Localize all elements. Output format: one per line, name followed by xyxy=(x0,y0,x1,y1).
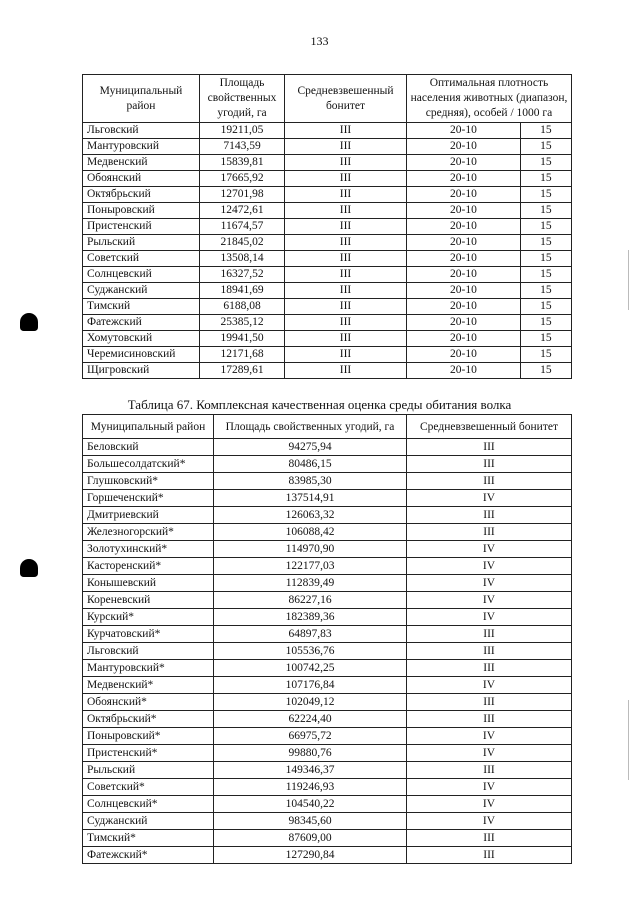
table-row xyxy=(83,251,572,267)
table-cell: Поныровский* xyxy=(83,728,214,745)
table-cell: 15 xyxy=(520,315,571,331)
table-cell: Медвенский* xyxy=(83,677,214,694)
table-header-row xyxy=(83,415,572,439)
table-cell: Поныровский xyxy=(83,203,200,219)
table-row xyxy=(83,745,572,762)
table-cell: 15 xyxy=(520,283,571,299)
table-cell: 15 xyxy=(520,347,571,363)
table-cell: Рыльский xyxy=(83,762,214,779)
table-cell: 6188,08 xyxy=(200,299,285,315)
table-cell: 15 xyxy=(520,363,571,379)
table-row xyxy=(83,235,572,251)
table-cell: 149346,37 xyxy=(214,762,407,779)
table-row xyxy=(83,187,572,203)
table-cell: 20-10 xyxy=(407,219,521,235)
table-row xyxy=(83,203,572,219)
table-cell: 11674,57 xyxy=(200,219,285,235)
table-cell: Фатежский* xyxy=(83,847,214,864)
table-cell: III xyxy=(407,626,572,643)
table-cell: 20-10 xyxy=(407,251,521,267)
table-row xyxy=(83,660,572,677)
table-cell: Курчатовский* xyxy=(83,626,214,643)
table-cell: 20-10 xyxy=(407,315,521,331)
table-row xyxy=(83,626,572,643)
table-cell: Льговский xyxy=(83,123,200,139)
table-cell: III xyxy=(407,456,572,473)
table-cell: 19211,05 xyxy=(200,123,285,139)
table-cell: 17665,92 xyxy=(200,171,285,187)
table-cell: 87609,00 xyxy=(214,830,407,847)
table-cell: IV xyxy=(407,677,572,694)
table-cell: 15 xyxy=(520,331,571,347)
table-cell: III xyxy=(407,694,572,711)
table-row xyxy=(83,524,572,541)
table-cell: Октябрьский* xyxy=(83,711,214,728)
table-cell: III xyxy=(407,830,572,847)
table-cell: III xyxy=(285,347,407,363)
table-cell: 20-10 xyxy=(407,171,521,187)
table-cell: 20-10 xyxy=(407,203,521,219)
table-cell: 119246,93 xyxy=(214,779,407,796)
table-row xyxy=(83,123,572,139)
table-row xyxy=(83,830,572,847)
table-cell: III xyxy=(285,123,407,139)
table-cell: 20-10 xyxy=(407,331,521,347)
table-cell: 106088,42 xyxy=(214,524,407,541)
table-cell: 98345,60 xyxy=(214,813,407,830)
hole-punch-mark xyxy=(20,313,38,331)
table-row xyxy=(83,331,572,347)
table-cell: 15 xyxy=(520,187,571,203)
table-cell: 137514,91 xyxy=(214,490,407,507)
table-cell: IV xyxy=(407,796,572,813)
table-cell: Суджанский xyxy=(83,813,214,830)
table-cell: 21845,02 xyxy=(200,235,285,251)
table-row xyxy=(83,347,572,363)
wolf-habitat-table xyxy=(82,414,572,864)
table-cell: III xyxy=(407,439,572,456)
table-row xyxy=(83,575,572,592)
table-cell: Золотухинский* xyxy=(83,541,214,558)
table-row xyxy=(83,363,572,379)
table-cell: 122177,03 xyxy=(214,558,407,575)
header-bonitet: Средневзвешенный бонитет xyxy=(407,415,572,439)
table-cell: Советский xyxy=(83,251,200,267)
table-cell: 15 xyxy=(520,219,571,235)
table-cell: 62224,40 xyxy=(214,711,407,728)
table-cell: 17289,61 xyxy=(200,363,285,379)
scan-edge-mark xyxy=(628,700,629,780)
table-row xyxy=(83,490,572,507)
table-cell: Обоянский* xyxy=(83,694,214,711)
table-row xyxy=(83,155,572,171)
table-cell: 13508,14 xyxy=(200,251,285,267)
table-cell: 20-10 xyxy=(407,283,521,299)
table-cell: Касторенский* xyxy=(83,558,214,575)
table-row xyxy=(83,507,572,524)
table-row xyxy=(83,439,572,456)
table-cell: Рыльский xyxy=(83,235,200,251)
table-cell: 66975,72 xyxy=(214,728,407,745)
table-cell: IV xyxy=(407,490,572,507)
table-cell: 182389,36 xyxy=(214,609,407,626)
table-cell: Обоянский xyxy=(83,171,200,187)
table-cell: 18941,69 xyxy=(200,283,285,299)
table-row xyxy=(83,283,572,299)
table-cell: 15 xyxy=(520,171,571,187)
table-cell: 15 xyxy=(520,299,571,315)
table-cell: 83985,30 xyxy=(214,473,407,490)
header-bonitet: Средневзвешенный бонитет xyxy=(285,75,407,123)
table-cell: IV xyxy=(407,813,572,830)
table-cell: 20-10 xyxy=(407,187,521,203)
table-cell: Горшеченский* xyxy=(83,490,214,507)
table-cell: III xyxy=(285,235,407,251)
header-district: Муниципальный район xyxy=(83,75,200,123)
table-row xyxy=(83,558,572,575)
table-cell: IV xyxy=(407,592,572,609)
table-cell: III xyxy=(285,283,407,299)
table-cell: IV xyxy=(407,558,572,575)
table-cell: III xyxy=(285,299,407,315)
table-cell: 20-10 xyxy=(407,299,521,315)
table-cell: 15 xyxy=(520,123,571,139)
table-cell: Конышевский xyxy=(83,575,214,592)
table-cell: Солнцевский xyxy=(83,267,200,283)
table-cell: 7143,59 xyxy=(200,139,285,155)
table-cell: Черемисиновский xyxy=(83,347,200,363)
table-cell: Октябрьский xyxy=(83,187,200,203)
table-cell: III xyxy=(407,660,572,677)
table-cell: 102049,12 xyxy=(214,694,407,711)
hole-punch-mark xyxy=(20,559,38,577)
table-cell: Тимский xyxy=(83,299,200,315)
table-cell: 86227,16 xyxy=(214,592,407,609)
table-cell: 105536,76 xyxy=(214,643,407,660)
table-cell: IV xyxy=(407,745,572,762)
table-row xyxy=(83,139,572,155)
table-cell: 12472,61 xyxy=(200,203,285,219)
table-cell: 12171,68 xyxy=(200,347,285,363)
table-cell: 104540,22 xyxy=(214,796,407,813)
table-cell: Кореневский xyxy=(83,592,214,609)
table-cell: III xyxy=(285,219,407,235)
table-cell: 64897,83 xyxy=(214,626,407,643)
table-cell: 15 xyxy=(520,155,571,171)
table-cell: Хомутовский xyxy=(83,331,200,347)
table-row xyxy=(83,473,572,490)
table-cell: Дмитриевский xyxy=(83,507,214,524)
table-row xyxy=(83,847,572,864)
table-row xyxy=(83,267,572,283)
table-row xyxy=(83,299,572,315)
table-cell: Пристенский* xyxy=(83,745,214,762)
table-cell: 12701,98 xyxy=(200,187,285,203)
table-cell: 114970,90 xyxy=(214,541,407,558)
table-cell: 80486,15 xyxy=(214,456,407,473)
table-caption: Таблица 67. Комплексная качественная оценка среды обитания волка xyxy=(127,397,512,412)
table-row xyxy=(83,315,572,331)
table-cell: Мантуровский xyxy=(83,139,200,155)
table-cell: 20-10 xyxy=(407,139,521,155)
table-cell: 127290,84 xyxy=(214,847,407,864)
table-cell: 20-10 xyxy=(407,363,521,379)
table-row xyxy=(83,219,572,235)
table-row xyxy=(83,694,572,711)
table-row xyxy=(83,711,572,728)
table-cell: 20-10 xyxy=(407,347,521,363)
table-cell: III xyxy=(285,203,407,219)
table-cell: 15 xyxy=(520,139,571,155)
table-cell: IV xyxy=(407,541,572,558)
table-row xyxy=(83,592,572,609)
table-cell: 100742,25 xyxy=(214,660,407,677)
table-cell: Солнцевский* xyxy=(83,796,214,813)
table-cell: 126063,32 xyxy=(214,507,407,524)
table-cell: III xyxy=(285,331,407,347)
header-area: Площадь свойственных угодий, га xyxy=(214,415,407,439)
table-cell: III xyxy=(285,139,407,155)
table-cell: IV xyxy=(407,728,572,745)
table-cell: III xyxy=(407,762,572,779)
table-header-row xyxy=(83,75,572,123)
table-cell: Большесолдатский* xyxy=(83,456,214,473)
table-cell: III xyxy=(407,507,572,524)
header-district: Муниципальный район xyxy=(83,415,214,439)
table-cell: 99880,76 xyxy=(214,745,407,762)
table-cell: III xyxy=(407,524,572,541)
table-cell: 112839,49 xyxy=(214,575,407,592)
table-cell: 15 xyxy=(520,235,571,251)
table-row xyxy=(83,728,572,745)
table-cell: 20-10 xyxy=(407,155,521,171)
table-cell: III xyxy=(285,187,407,203)
table-cell: 15839,81 xyxy=(200,155,285,171)
table-cell: III xyxy=(407,643,572,660)
table-row xyxy=(83,643,572,660)
table-cell: III xyxy=(407,711,572,728)
table-cell: Пристенский xyxy=(83,219,200,235)
table-cell: 16327,52 xyxy=(200,267,285,283)
table-cell: 15 xyxy=(520,203,571,219)
table-row xyxy=(83,779,572,796)
table-row xyxy=(83,796,572,813)
table-cell: Щигровский xyxy=(83,363,200,379)
table-cell: Мантуровский* xyxy=(83,660,214,677)
table-row xyxy=(83,541,572,558)
table-cell: Медвенский xyxy=(83,155,200,171)
table-cell: 20-10 xyxy=(407,123,521,139)
table-cell: 107176,84 xyxy=(214,677,407,694)
table-cell: Суджанский xyxy=(83,283,200,299)
table-cell: 25385,12 xyxy=(200,315,285,331)
table-cell: 94275,94 xyxy=(214,439,407,456)
table-cell: IV xyxy=(407,575,572,592)
table-cell: III xyxy=(407,847,572,864)
table-cell: III xyxy=(285,315,407,331)
table-cell: 19941,50 xyxy=(200,331,285,347)
table-cell: 15 xyxy=(520,251,571,267)
header-area: Площадь свойственных угодий, га xyxy=(200,75,285,123)
table-cell: IV xyxy=(407,609,572,626)
table-cell: Льговский xyxy=(83,643,214,660)
table-row xyxy=(83,677,572,694)
density-table xyxy=(82,74,572,379)
table-row xyxy=(83,762,572,779)
table-cell: Фатежский xyxy=(83,315,200,331)
page-number: 133 xyxy=(310,34,329,48)
table-cell: III xyxy=(285,155,407,171)
table-row xyxy=(83,609,572,626)
table-cell: 20-10 xyxy=(407,267,521,283)
scan-edge-mark xyxy=(628,250,629,310)
header-density: Оптимальная плотность населения животных (диапазон, средняя), особей / 1000 га xyxy=(407,75,572,123)
table-cell: III xyxy=(285,363,407,379)
table-cell: IV xyxy=(407,779,572,796)
table-cell: Беловский xyxy=(83,439,214,456)
table-cell: 15 xyxy=(520,267,571,283)
table-cell: Тимский* xyxy=(83,830,214,847)
table-cell: 20-10 xyxy=(407,235,521,251)
table-cell: Курский* xyxy=(83,609,214,626)
table-cell: III xyxy=(407,473,572,490)
table-row xyxy=(83,813,572,830)
table-cell: III xyxy=(285,267,407,283)
table-cell: Железногорский* xyxy=(83,524,214,541)
table-cell: Советский* xyxy=(83,779,214,796)
table-cell: III xyxy=(285,251,407,267)
table-row xyxy=(83,456,572,473)
table-cell: III xyxy=(285,171,407,187)
table-row xyxy=(83,171,572,187)
table-cell: Глушковский* xyxy=(83,473,214,490)
